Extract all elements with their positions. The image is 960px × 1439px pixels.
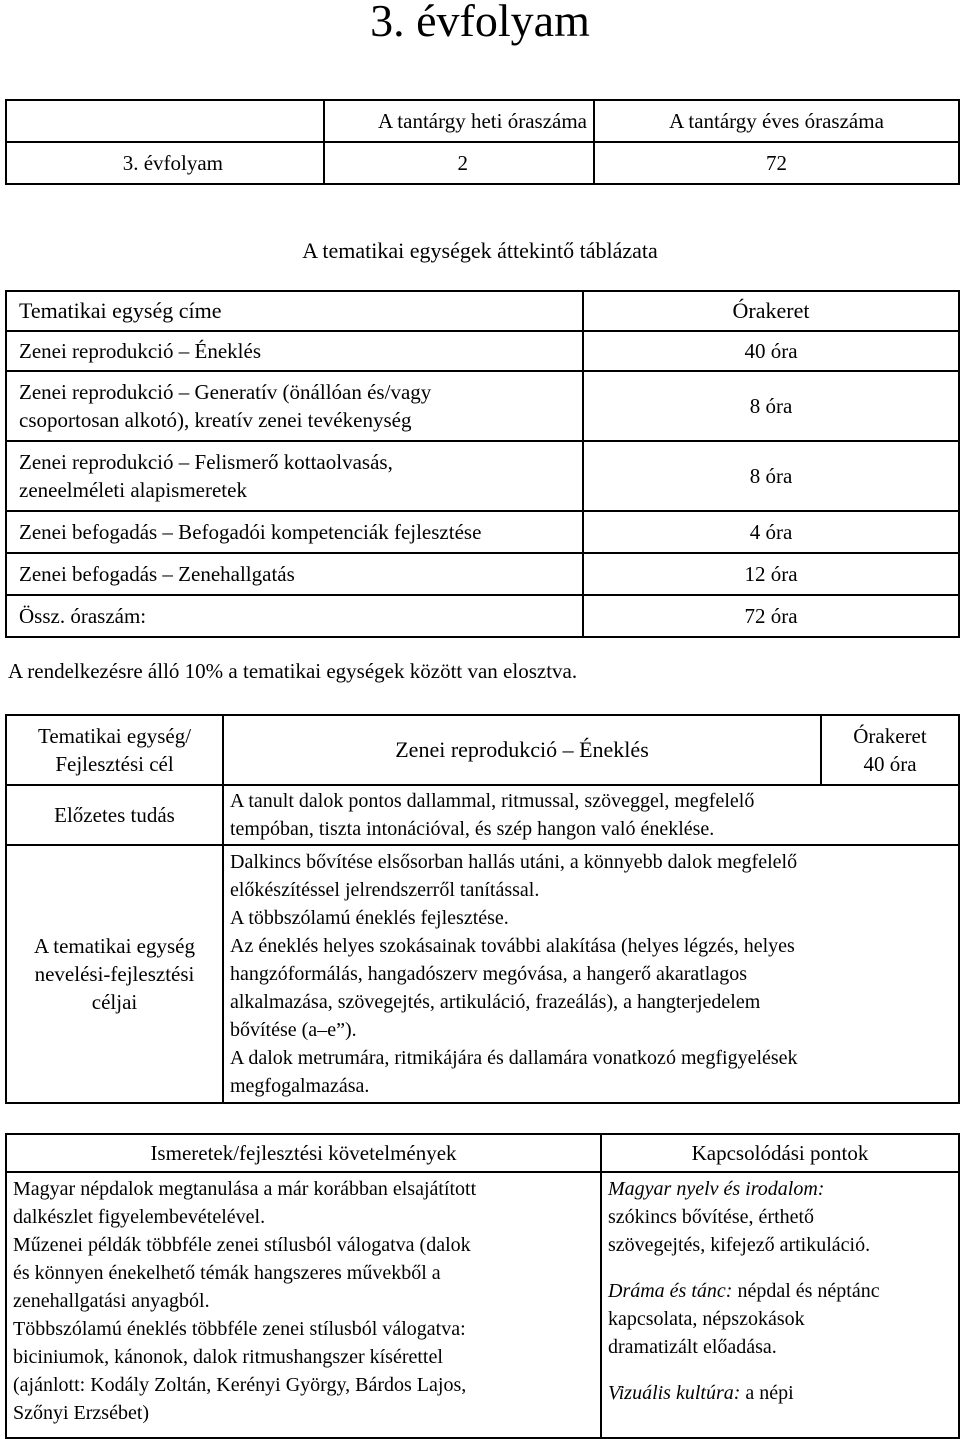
unit-name: Zenei reprodukció – Éneklés xyxy=(223,715,821,785)
overview-table xyxy=(5,290,960,638)
goal-line: A dalok metrumára, ritmikájára és dallamára vonatkozó megfigyelések xyxy=(230,1047,798,1069)
requirements-header: Ismeretek/fejlesztési követelmények xyxy=(6,1134,601,1172)
requirement-line: zenehallgatási anyagból. xyxy=(13,1290,210,1312)
overview-row xyxy=(6,511,959,553)
hours-table xyxy=(5,99,960,185)
goals-text xyxy=(223,845,959,1103)
unit-title: Zenei reprodukció – Generatív (önállóan és/vagy csoportosan alkotó), kreatív zenei tevékenység xyxy=(6,371,583,441)
weekly-hours-value: 2 xyxy=(324,142,594,184)
goal-line: A többszólamú éneklés fejlesztése. xyxy=(230,907,509,929)
goal-line: hangzóformálás, hangadószerv megóvása, a hangerő akaratlagos xyxy=(230,963,748,985)
requirement-line: Műzenei példák többféle zenei stílusból válogatva (dalok xyxy=(13,1234,471,1256)
overview-title: A tematikai egységek áttekintő táblázata xyxy=(302,238,658,263)
requirement-line: (ajánlott: Kodály Zoltán, Kerényi György, Bárdos Lajos, xyxy=(13,1374,467,1396)
connections-text: Magyar nyelv és irodalom: szókincs bővítése, érthető szövegejtés, kifejező artikuláció. Dráma és tánc: népdal és néptánc kapcsolata, népszokások dramatizált előadása. Vizuális kultúra: a népi xyxy=(601,1172,959,1438)
distribution-note: A rendelkezésre álló 10% a tematikai egységek között van elosztva. xyxy=(8,659,578,683)
overview-row xyxy=(6,441,959,511)
unit-title: Zenei reprodukció – Éneklés xyxy=(6,331,583,371)
yearly-hours-header: A tantárgy éves óraszáma xyxy=(594,100,959,142)
connection-subject: Vizuális kultúra: xyxy=(608,1382,741,1404)
requirement-line: Szőnyi Erzsébet) xyxy=(13,1402,150,1424)
prior-knowledge-label: Előzetes tudás xyxy=(6,785,223,845)
goal-line: alkalmazása, szövegejtés, artikuláció, frazeálás), a hangterjedelem xyxy=(230,991,761,1013)
connection-subject: Dráma és tánc: xyxy=(608,1280,733,1302)
overview-row xyxy=(6,553,959,595)
overview-row xyxy=(6,331,959,371)
unit-table xyxy=(5,714,960,1104)
requirement-line: biciniumok, kánonok, dalok ritmushangszer kísérettel xyxy=(13,1346,443,1368)
requirements-table xyxy=(5,1133,960,1439)
unit-label: Tematikai egység/ Fejlesztési cél xyxy=(6,715,223,785)
unit-hours: 8 óra xyxy=(583,441,959,511)
prior-knowledge-text: A tanult dalok pontos dallammal, ritmussal, szöveggel, megfelelő tempóban, tiszta intonációval, és szép hangon való éneklése. xyxy=(223,785,959,845)
hours-empty-cell xyxy=(6,100,324,142)
goal-line: Az éneklés helyes szokásainak további alakítása (helyes légzés, helyes xyxy=(230,935,795,957)
grade-label: 3. évfolyam xyxy=(6,142,324,184)
unit-hours: 12 óra xyxy=(583,553,959,595)
yearly-hours-value: 72 xyxy=(594,142,959,184)
goal-line: megfogalmazása. xyxy=(230,1075,370,1097)
requirements-text xyxy=(6,1172,601,1438)
requirement-line: Többszólamú éneklés többféle zenei stílusból válogatva: xyxy=(13,1318,466,1340)
unit-title: Zenei befogadás – Zenehallgatás xyxy=(6,553,583,595)
weekly-hours-header: A tantárgy heti óraszáma xyxy=(324,100,594,142)
requirement-line: és könnyen énekelhető témák hangszeres művekből a xyxy=(13,1262,441,1284)
overview-col-title: Tematikai egység címe xyxy=(6,291,583,331)
unit-hours: 4 óra xyxy=(583,511,959,553)
total-label: Össz. óraszám: xyxy=(6,595,583,637)
unit-hours-cell: Órakeret 40 óra xyxy=(821,715,959,785)
goals-label: A tematikai egység nevelési-fejlesztési céljai xyxy=(6,845,223,1103)
goal-line: bővítése (a–e”). xyxy=(230,1019,357,1041)
overview-row xyxy=(6,371,959,441)
total-hours: 72 óra xyxy=(583,595,959,637)
goal-line: előkészítéssel jelrendszerről tanítással. xyxy=(230,879,540,901)
unit-hours: 40 óra xyxy=(583,331,959,371)
requirement-line: Magyar népdalok megtanulása a már korábban elsajátított xyxy=(13,1178,477,1200)
goal-line: Dalkincs bővítése elsősorban hallás utáni, a könnyebb dalok megfelelő xyxy=(230,851,798,873)
requirement-line: dalkészlet figyelembevételével. xyxy=(13,1206,266,1228)
unit-hours: 8 óra xyxy=(583,371,959,441)
unit-title: Zenei befogadás – Befogadói kompetenciák fejlesztése xyxy=(6,511,583,553)
unit-title: Zenei reprodukció – Felismerő kottaolvasás, zeneelméleti alapismeretek xyxy=(6,441,583,511)
connections-header: Kapcsolódási pontok xyxy=(601,1134,959,1172)
overview-col-hours: Órakeret xyxy=(583,291,959,331)
connection-subject: Magyar nyelv és irodalom: xyxy=(608,1178,825,1200)
page-title: 3. évfolyam xyxy=(370,0,590,46)
